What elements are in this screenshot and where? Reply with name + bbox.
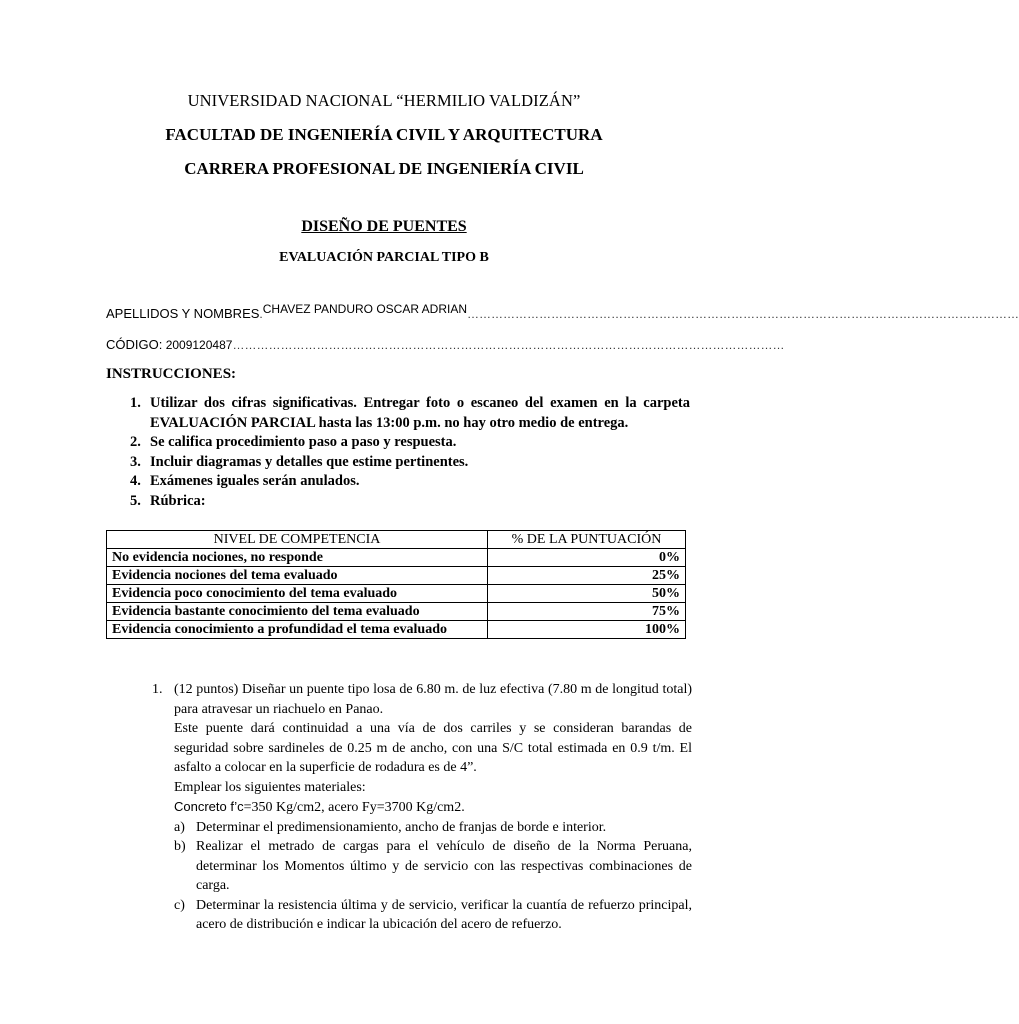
table-row — [107, 621, 686, 639]
level-cell: Evidencia bastante conocimiento del tema evaluado — [107, 603, 488, 621]
item-text: Utilizar dos cifras significativas. Entregar foto o escaneo del examen en la carpeta EVALUACIÓN PARCIAL hasta las 13:00 p.m. no hay otro medio de entrega. — [150, 395, 690, 431]
instructions-title: INSTRUCCIONES: — [106, 366, 237, 382]
student-name-value: CHAVEZ PANDURO OSCAR ADRIAN — [262, 302, 468, 316]
level-cell: Evidencia conocimiento a profundidad el tema evaluado — [107, 621, 488, 639]
subitem-letter: a) — [174, 819, 185, 835]
list-item — [130, 394, 690, 433]
item-number: 4. — [130, 473, 141, 489]
level-cell: No evidencia nociones, no responde — [107, 549, 488, 567]
materials-rest: =350 Kg/cm2, acero Fy=3700 Kg/cm2. — [243, 800, 465, 815]
code-dots: ………………………………………………………………………………………………………………………… — [232, 338, 785, 352]
question-body — [174, 680, 692, 935]
question-paragraph: (12 puntos) Diseñar un puente tipo losa de 6.80 m. de luz efectiva (7.80 m de longitud total) para atravesar un riachuelo en Panao. — [174, 682, 692, 717]
exam-title: EVALUACIÓN PARCIAL TIPO B — [279, 250, 489, 265]
course-title: DISEÑO DE PUENTES — [301, 218, 467, 235]
subitem-text: Realizar el metrado de cargas para el vehículo de diseño de la Norma Peruana, determinar los Momentos último y de servicio con las respectivas combinaciones de carga. — [196, 839, 692, 893]
score-cell: 100% — [488, 621, 686, 639]
career-title: CARRERA PROFESIONAL DE INGENIERÍA CIVIL — [184, 159, 584, 178]
item-text: Rúbrica: — [150, 492, 206, 509]
rubric-table — [106, 530, 686, 639]
materials-prefix: Concreto f’c — [174, 799, 244, 814]
item-number: 2. — [130, 434, 141, 450]
question-number: 1. — [152, 682, 163, 697]
instructions-list — [130, 394, 690, 511]
faculty-title: FACULTAD DE INGENIERÍA CIVIL Y ARQUITECTURA — [165, 125, 603, 144]
score-cell: 75% — [488, 603, 686, 621]
level-cell: Evidencia nociones del tema evaluado — [107, 567, 488, 585]
column-header-score: % DE LA PUNTUACIÓN — [488, 531, 686, 549]
item-text: Exámenes iguales serán anulados. — [150, 473, 360, 489]
table-row — [107, 549, 686, 567]
list-item — [130, 433, 690, 453]
code-label: CÓDIGO: — [106, 337, 163, 352]
student-name-field — [106, 302, 1019, 321]
item-number: 3. — [130, 453, 141, 470]
name-dots-start: . — [259, 307, 263, 321]
subitem-letter: b) — [174, 839, 186, 854]
subitem-letter: c) — [174, 897, 185, 913]
item-text: Incluir diagramas y detalles que estime pertinentes. — [150, 453, 469, 470]
subitem — [174, 818, 692, 838]
subitem — [174, 837, 692, 896]
score-cell: 25% — [488, 567, 686, 585]
score-cell: 50% — [488, 585, 686, 603]
list-item — [130, 472, 690, 492]
column-header-level: NIVEL DE COMPETENCIA — [107, 531, 488, 549]
table-row — [107, 603, 686, 621]
subitem-text: Determinar el predimensionamiento, ancho de franjas de borde e interior. — [196, 819, 607, 835]
student-code-value: 2009120487 — [165, 338, 233, 352]
table-header-row — [107, 531, 686, 549]
score-cell: 0% — [488, 549, 686, 567]
list-item — [130, 492, 690, 512]
student-code-field — [106, 337, 785, 352]
question-paragraph: Este puente dará continuidad a una vía de dos carriles y se consideran barandas de seguridad sobre sardineles de 0.25 m de ancho, con una S/C total estimada en 0.9 t/m. El asfalto a colocar en la superficie de rodadura es de 4”. — [174, 721, 692, 775]
name-dots: ………………………………………………………………………………………………………………………… — [467, 307, 1019, 321]
level-cell: Evidencia poco conocimiento del tema evaluado — [107, 585, 488, 603]
question-1 — [152, 680, 692, 935]
item-number: 5. — [130, 492, 141, 509]
table-row — [107, 567, 686, 585]
list-item — [130, 453, 690, 473]
materials-line — [174, 797, 692, 818]
item-text: Se califica procedimiento paso a paso y respuesta. — [150, 434, 457, 450]
question-paragraph: Emplear los siguientes materiales: — [174, 779, 366, 795]
university-title: UNIVERSIDAD NACIONAL “HERMILIO VALDIZÁN” — [187, 91, 581, 110]
name-label: APELLIDOS Y NOMBRES — [106, 306, 260, 321]
subitem-text: Determinar la resistencia última y de servicio, verificar la cuantía de refuerzo principal, acero de distribución e indicar la ubicación del acero de refuerzo. — [196, 897, 692, 932]
table-row — [107, 585, 686, 603]
item-number: 1. — [130, 395, 141, 411]
subitem — [174, 896, 692, 935]
